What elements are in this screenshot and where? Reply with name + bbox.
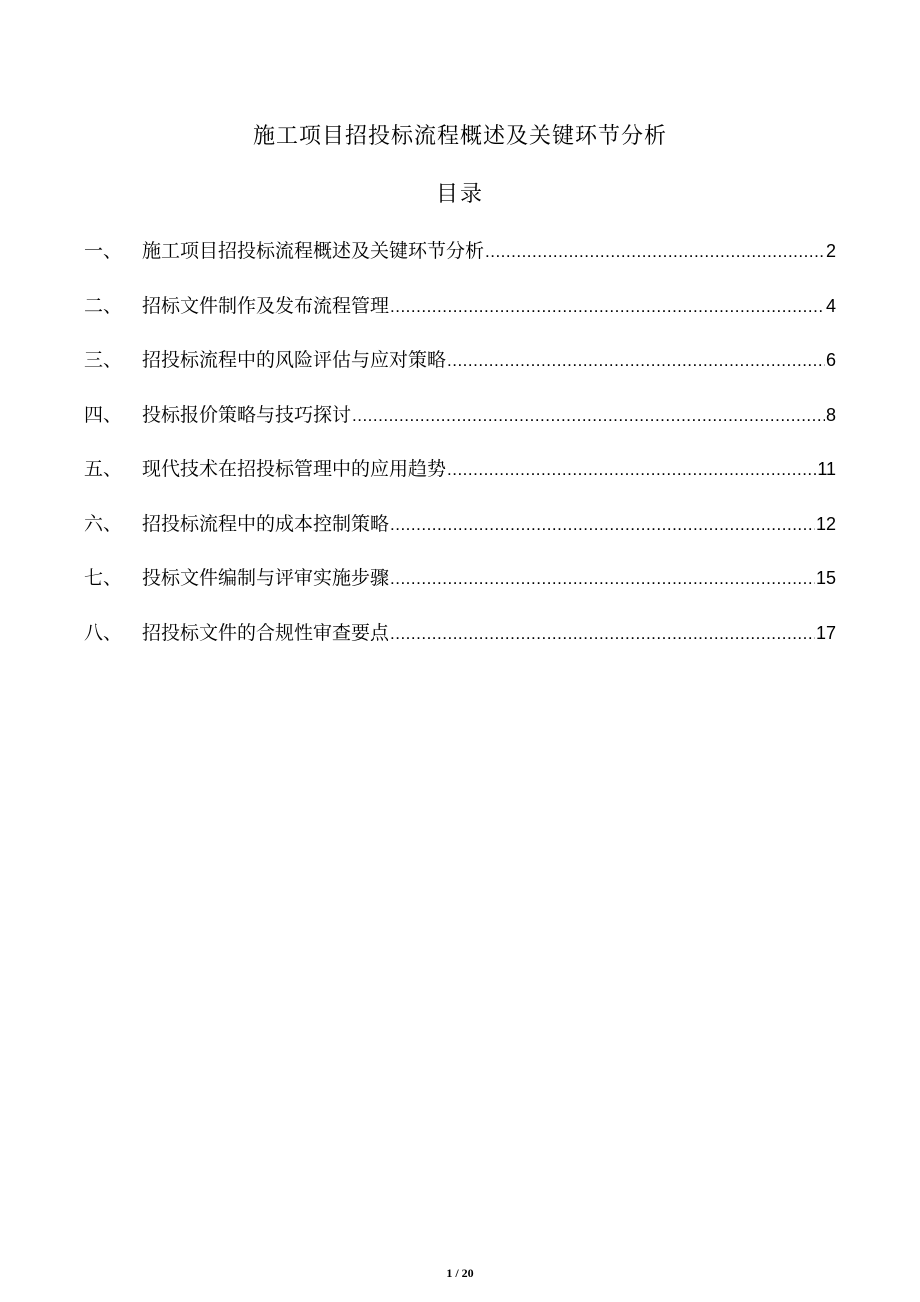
toc-entry-number: 七、 bbox=[84, 567, 123, 589]
toc-entry-8[interactable] bbox=[84, 618, 836, 673]
toc-entry-number: 八、 bbox=[84, 621, 123, 644]
toc-entry-number: 二、 bbox=[84, 294, 123, 317]
toc-heading: 目录 bbox=[435, 182, 484, 207]
table-of-contents bbox=[84, 236, 836, 672]
toc-entry-number: 六、 bbox=[84, 512, 123, 535]
toc-entry-3[interactable] bbox=[84, 345, 836, 400]
toc-entry-page: 12 bbox=[815, 513, 836, 534]
toc-entry-number: 三、 bbox=[84, 349, 123, 371]
toc-entry-2[interactable] bbox=[84, 291, 836, 346]
page-number-footer: 1 / 20 bbox=[446, 1266, 474, 1280]
toc-entry-title: 招投标文件的合规性审查要点 bbox=[142, 621, 390, 644]
toc-entry-page: 6 bbox=[825, 350, 836, 370]
toc-entry-title: 招投标流程中的风险评估与应对策略 bbox=[142, 349, 447, 371]
toc-dot-leader bbox=[390, 510, 815, 540]
toc-dot-leader bbox=[447, 346, 825, 376]
toc-entry-7[interactable] bbox=[84, 563, 836, 618]
toc-entry-5[interactable] bbox=[84, 454, 836, 509]
toc-entry-number: 一、 bbox=[84, 240, 123, 262]
toc-entry-title: 招投标流程中的成本控制策略 bbox=[142, 512, 390, 535]
toc-entry-title: 现代技术在招投标管理中的应用趋势 bbox=[142, 458, 447, 480]
toc-entry-title: 招标文件制作及发布流程管理 bbox=[142, 294, 390, 317]
toc-entry-page: 15 bbox=[815, 568, 836, 588]
toc-entry-title: 投标文件编制与评审实施步骤 bbox=[142, 567, 390, 589]
toc-entry-number: 四、 bbox=[84, 403, 123, 426]
toc-dot-leader bbox=[390, 292, 825, 322]
toc-entry-number: 五、 bbox=[84, 458, 123, 480]
toc-dot-leader bbox=[352, 401, 825, 431]
toc-entry-1[interactable] bbox=[84, 236, 836, 291]
toc-entry-title: 投标报价策略与技巧探讨 bbox=[142, 403, 352, 426]
toc-dot-leader bbox=[447, 455, 816, 485]
toc-entry-title: 施工项目招投标流程概述及关键环节分析 bbox=[142, 240, 485, 262]
toc-entry-page: 8 bbox=[825, 404, 836, 425]
toc-entry-page: 2 bbox=[825, 241, 836, 261]
toc-dot-leader bbox=[485, 237, 825, 267]
toc-dot-leader bbox=[390, 564, 815, 594]
toc-dot-leader bbox=[390, 619, 815, 649]
toc-entry-page: 4 bbox=[825, 295, 836, 316]
toc-entry-page: 11 bbox=[817, 459, 836, 479]
document-title: 施工项目招投标流程概述及关键环节分析 bbox=[252, 124, 667, 149]
toc-entry-page: 17 bbox=[815, 622, 836, 643]
toc-entry-6[interactable] bbox=[84, 509, 836, 564]
toc-entry-4[interactable] bbox=[84, 400, 836, 455]
